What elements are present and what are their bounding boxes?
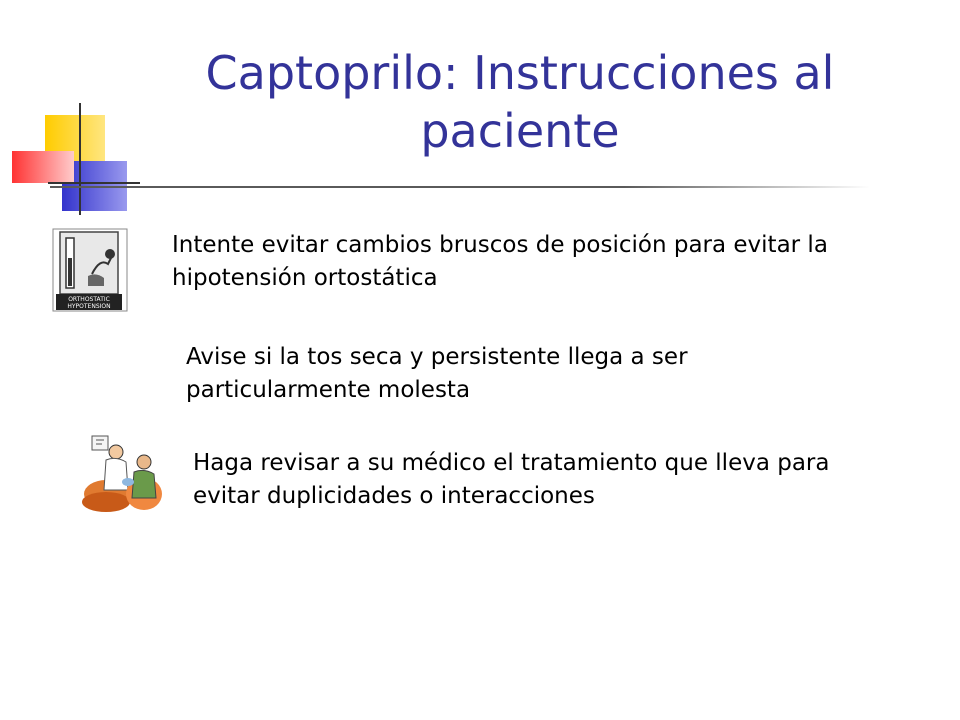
orthostatic-label-1: ORTHOSTATIC: [68, 296, 110, 303]
instruction-item-2: Avise si la tos seca y persistente llega a ser particularmente molesta: [186, 344, 688, 403]
instruction-item-1: Intente evitar cambios bruscos de posición para evitar la hipotensión ortostática: [172, 232, 828, 291]
orthostatic-hypotension-icon: [52, 228, 128, 312]
decorative-squares: [0, 95, 140, 220]
slide-title: Captoprilo: Instrucciones al paciente: [205, 46, 835, 158]
instruction-item-3: Haga revisar a su médico el tratamiento que lleva para evitar duplicidades o interacciones: [193, 450, 830, 509]
title-divider: [50, 186, 870, 188]
deco-red-square: [12, 151, 74, 183]
orthostatic-label-2: HYPOTENSION: [67, 303, 111, 310]
doctor-consultation-icon: [78, 432, 166, 518]
